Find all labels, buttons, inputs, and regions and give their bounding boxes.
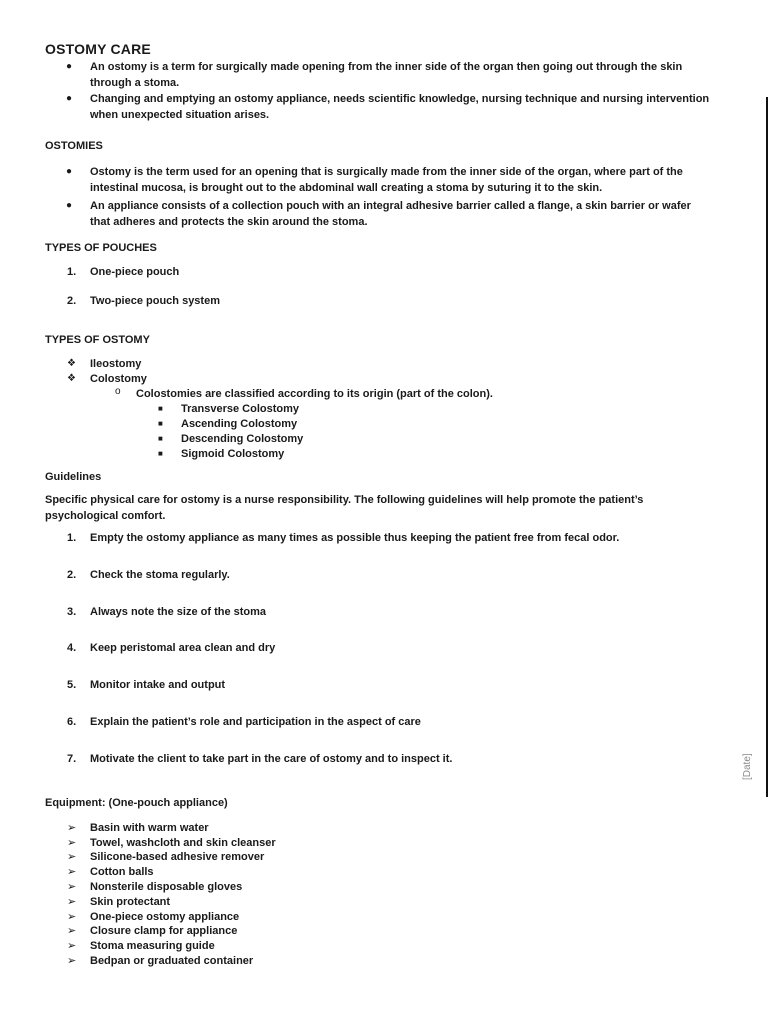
- bullet-icon: ●: [66, 166, 73, 177]
- ostomies-heading: OSTOMIES: [45, 140, 103, 152]
- guideline-item: Check the stoma regularly.: [90, 569, 230, 581]
- equipment-item: Silicone-based adhesive remover: [90, 851, 265, 863]
- colostomy-kind: Ascending Colostomy: [181, 418, 298, 430]
- arrow-bullet-icon: ➢: [67, 866, 77, 878]
- square-bullet-icon: ■: [158, 404, 163, 413]
- colostomy-kind: Transverse Colostomy: [181, 403, 299, 415]
- colostomy-kind: Descending Colostomy: [181, 433, 304, 445]
- square-bullet-icon: ■: [158, 419, 163, 428]
- intro-bullet-1: An ostomy is a term for surgically made opening from the inner side of the organ then going out through the skin through a stoma.: [90, 61, 683, 89]
- list-number: 1.: [67, 266, 77, 278]
- colostomy-kind: Sigmoid Colostomy: [181, 448, 285, 460]
- colostomy-sub-item: Colostomies are classified according to its origin (part of the colon).: [136, 388, 493, 400]
- pouches-heading: TYPES OF POUCHES: [45, 242, 157, 254]
- guideline-item: Empty the ostomy appliance as many times as possible thus keeping the patient free from fecal odor.: [90, 532, 620, 544]
- arrow-bullet-icon: ➢: [67, 896, 77, 908]
- ostomy-type-item: Ileostomy: [90, 358, 142, 370]
- equipment-item: Nonsterile disposable gloves: [90, 881, 243, 893]
- list-number: 3.: [67, 606, 77, 618]
- bullet-icon: ●: [66, 61, 73, 72]
- equipment-item: Basin with warm water: [90, 822, 209, 834]
- equipment-item: Bedpan or graduated container: [90, 955, 254, 967]
- arrow-bullet-icon: ➢: [67, 822, 77, 834]
- side-date: [Date]: [742, 753, 753, 780]
- equipment-item: One-piece ostomy appliance: [90, 911, 240, 923]
- guidelines-intro: Specific physical care for ostomy is a nurse responsibility. The following guidelines will help promote the patient’s psychological comfort.: [45, 494, 644, 522]
- intro-bullet-2: Changing and emptying an ostomy appliance, needs scientific knowledge, nursing technique and nursing intervention when unexpected situation arises.: [90, 93, 710, 121]
- diamond-bullet-icon: ❖: [67, 373, 76, 384]
- equipment-item: Closure clamp for appliance: [90, 925, 238, 937]
- ostomies-bullet-1: Ostomy is the term used for an opening that is surgically made from the inner side of the organ, where part of the intestinal mucosa, is brought out to the abdominal wall creating a stoma by suturing it to the skin.: [90, 166, 683, 194]
- arrow-bullet-icon: ➢: [67, 925, 77, 937]
- circle-bullet-icon: o: [115, 386, 121, 397]
- equipment-item: Stoma measuring guide: [90, 940, 215, 952]
- list-number: 6.: [67, 716, 77, 728]
- equipment-item: Cotton balls: [90, 866, 154, 878]
- list-number: 7.: [67, 753, 77, 765]
- arrow-bullet-icon: ➢: [67, 940, 77, 952]
- arrow-bullet-icon: ➢: [67, 955, 77, 967]
- guidelines-heading: Guidelines: [45, 471, 102, 483]
- bullet-icon: ●: [66, 93, 73, 104]
- guideline-item: Monitor intake and output: [90, 679, 226, 691]
- equipment-item: Towel, washcloth and skin cleanser: [90, 837, 276, 849]
- list-number: 1.: [67, 532, 77, 544]
- guideline-item: Motivate the client to take part in the care of ostomy and to inspect it.: [90, 753, 453, 765]
- ostomy-types-heading: TYPES OF OSTOMY: [45, 334, 150, 346]
- list-number: 5.: [67, 679, 77, 691]
- arrow-bullet-icon: ➢: [67, 851, 77, 863]
- arrow-bullet-icon: ➢: [67, 837, 77, 849]
- equipment-heading: Equipment: (One-pouch appliance): [45, 797, 228, 809]
- ostomy-type-item: Colostomy: [90, 373, 147, 385]
- guideline-item: Keep peristomal area clean and dry: [90, 642, 276, 654]
- diamond-bullet-icon: ❖: [67, 358, 76, 369]
- pouch-item: One-piece pouch: [90, 266, 180, 278]
- list-number: 2.: [67, 295, 77, 307]
- list-number: 4.: [67, 642, 77, 654]
- list-number: 2.: [67, 569, 77, 581]
- guideline-item: Always note the size of the stoma: [90, 606, 267, 618]
- bullet-icon: ●: [66, 200, 73, 211]
- document-title: OSTOMY CARE: [45, 41, 151, 57]
- pouch-item: Two-piece pouch system: [90, 295, 220, 307]
- arrow-bullet-icon: ➢: [67, 881, 77, 893]
- guideline-item: Explain the patient’s role and participation in the aspect of care: [90, 716, 421, 728]
- arrow-bullet-icon: ➢: [67, 911, 77, 923]
- equipment-item: Skin protectant: [90, 896, 171, 908]
- ostomies-bullet-2: An appliance consists of a collection pouch with an integral adhesive barrier called a flange, a skin barrier or wafer that adheres and protects the skin around the stoma.: [90, 200, 691, 228]
- square-bullet-icon: ■: [158, 449, 163, 458]
- square-bullet-icon: ■: [158, 434, 163, 443]
